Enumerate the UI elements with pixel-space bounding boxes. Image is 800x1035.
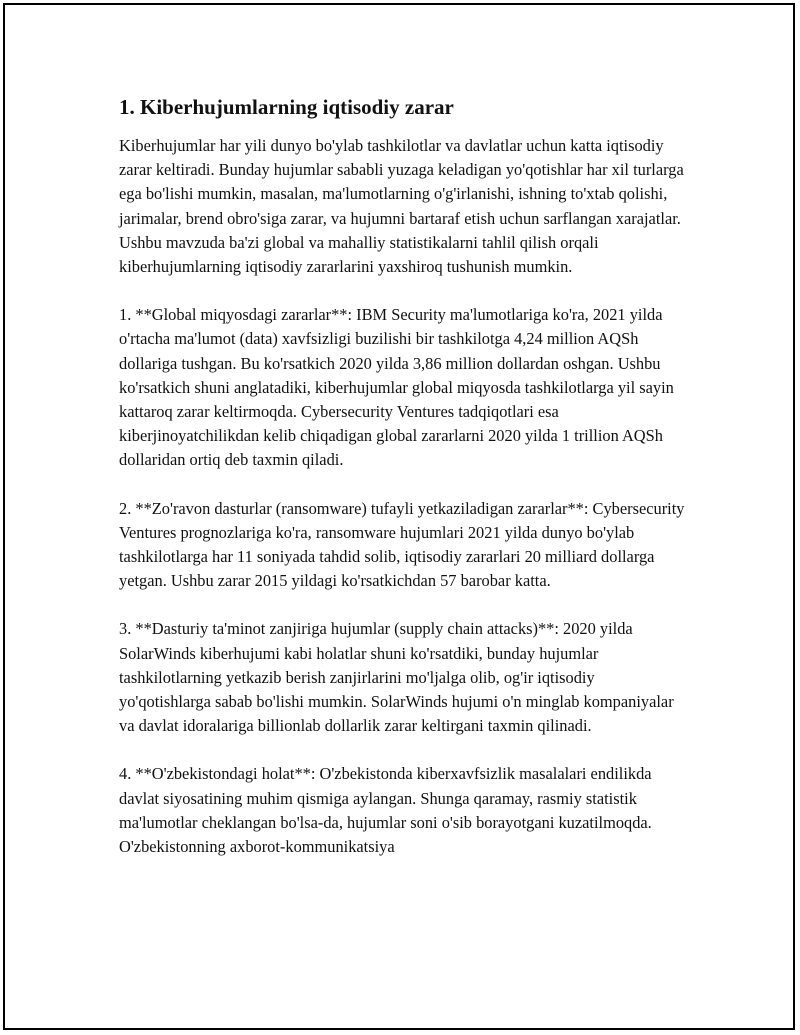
intro-paragraph: Kiberhujumlar har yili dunyo bo'ylab tashkilotlar va davlatlar uchun katta iqtisodiy zarar keltiradi. Bunday hujumlar sababli yuzaga keladigan yo'qotishlar har xil turlarga ega bo'lishi mumkin, masalan, ma'lumotlarning o'g'irlanishi, ishning to'xtab qolishi, jarimalar, brend obro'siga zarar, va hujumni bartaraf etish uchun sarflangan xarajatlar. Ushbu mavzuda ba'zi global va mahalliy statistikalarni tahlil qilish orqali kiberhujumlarning iqtisodiy zararlarini yaxshiroq tushunish mumkin. — [119, 136, 684, 277]
global-losses-paragraph: 1. **Global miqyosdagi zararlar**: IBM Security ma'lumotlariga ko'ra, 2021 yilda o'rtacha ma'lumot (data) xavfsizligi buzilishi bir tashkilotga 4,24 million AQSh dollariga tushgan. Bu ko'rsatkich 2020 yilda 3,86 million dollardan oshgan. Ushbu ko'rsatkich shuni anglatadiki, kiberhujumlar global miqyosda tashkilotlarga yil sayin kattaroq zarar keltirmoqda. Cybersecurity Ventures tadqiqotlari esa kiberjinoyatchilikdan kelib chiqadigan global zararlarni 2020 yilda 1 trillion AQSh dollaridan ortiq deb taxmin qiladi. — [119, 305, 674, 470]
ransomware-paragraph: 2. **Zo'ravon dasturlar (ransomware) tufayli yetkaziladigan zararlar**: Cybersecurity Ventures prognozlariga ko'ra, ransomware hujumlari 2021 yilda dunyo bo'ylab tashkilotlarga har 11 soniyada tahdid solib, iqtisodiy zararlari 20 milliard dollarga yetgan. Ushbu zarar 2015 yildagi ko'rsatkichdan 57 barobar katta. — [119, 498, 685, 591]
document-body — [119, 93, 689, 883]
uzbekistan-paragraph: 4. **O'zbekistondagi holat**: O'zbekistonda kiberxavfsizlik masalalari endilikda davlat siyosatining muhim qismiga aylangan. Shunga qaramay, rasmiy statistik ma'lumotlar cheklangan bo'lsa-da, hujumlar soni o'sib borayotgani kuzatilmoqda. O'zbekistonning axborot-kommunikatsiya — [119, 764, 652, 857]
supply-chain-paragraph: 3. **Dasturiy ta'minot zanjiriga hujumlar (supply chain attacks)**: 2020 yilda SolarWinds kiberhujumi kabi holatlar shuni ko'rsatdiki, bunday hujumlar tashkilotlarning yetkazib berish zanjirlarini mo'ljalga olib, og'ir iqtisodiy yo'qotishlarga sabab bo'lishi mumkin. SolarWinds hujumi o'n minglab kompaniyalar va davlat idoralariga billionlab dollarlik zarar keltirgani taxmin qilinadi. — [119, 619, 674, 736]
section-heading: 1. Kiberhujumlarning iqtisodiy zarar — [119, 95, 454, 119]
